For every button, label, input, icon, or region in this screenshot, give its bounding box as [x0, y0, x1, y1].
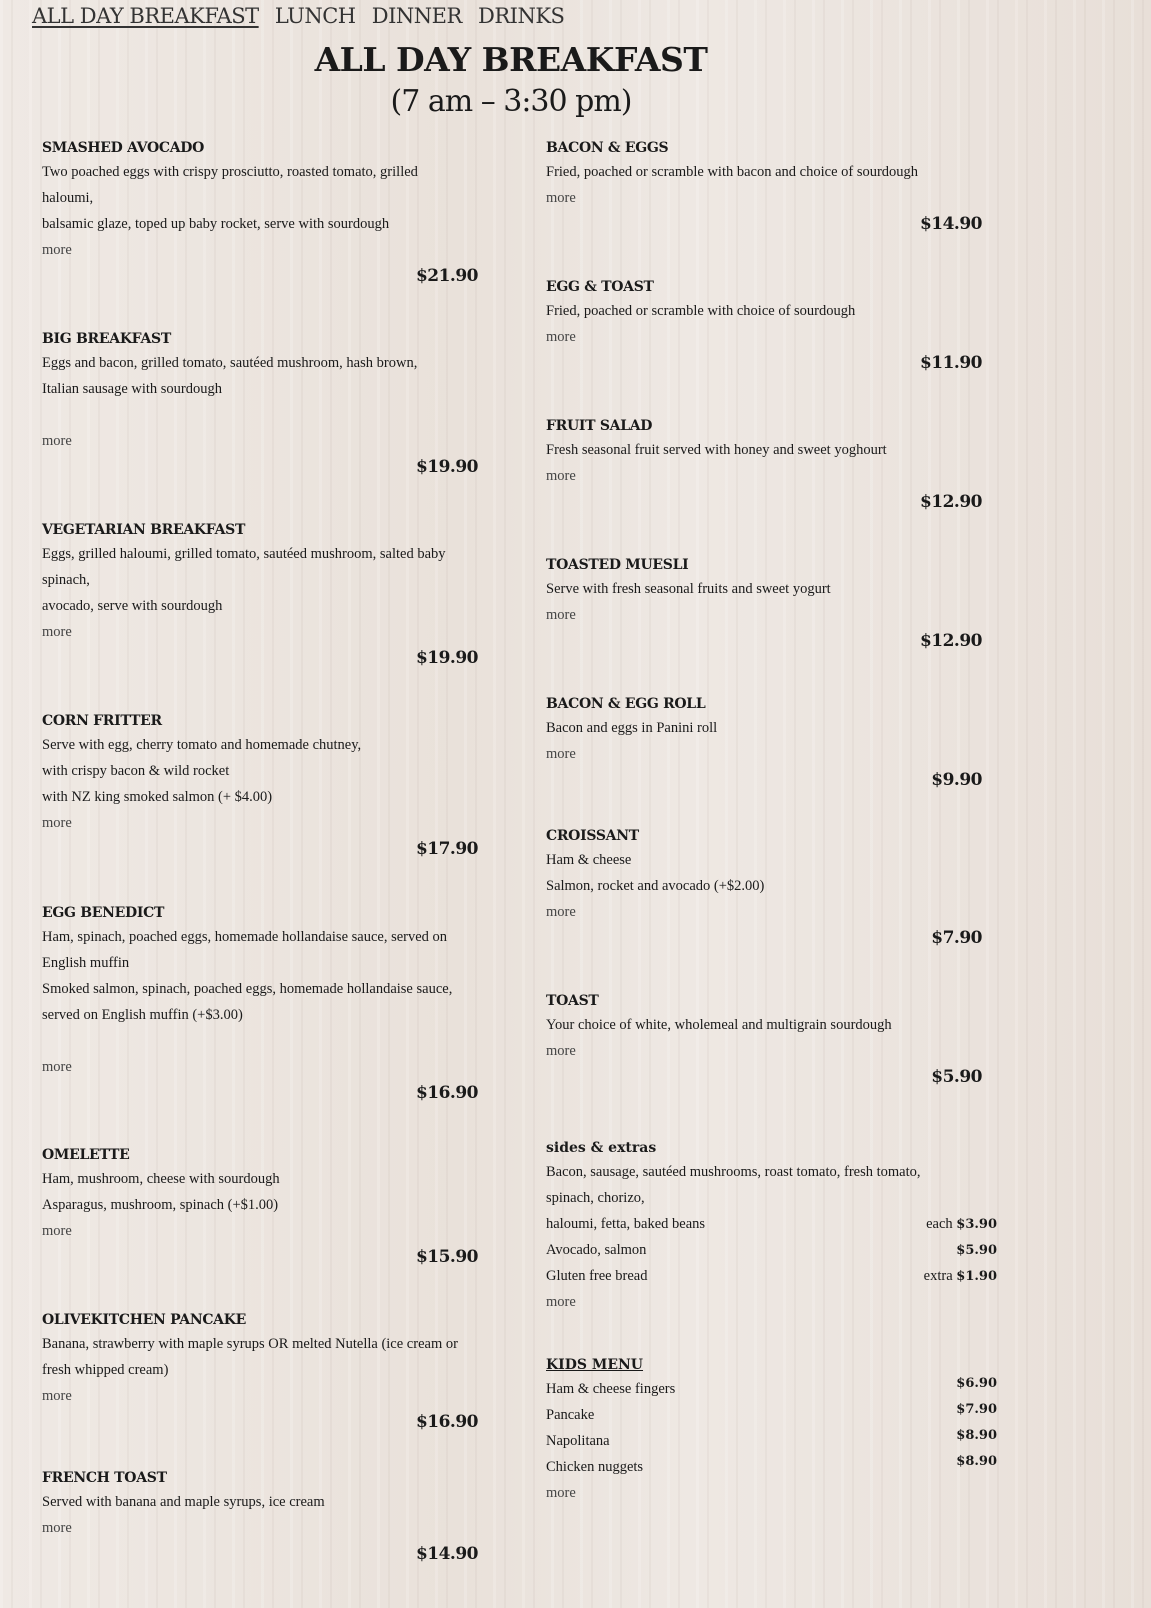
more-link[interactable]: more	[546, 904, 576, 920]
item-description: Two poached eggs with crispy prosciutto, roasted tomato, grilled	[42, 164, 418, 180]
kids-label: Chicken nuggets	[546, 1459, 644, 1475]
sides-line: Bacon, sausage, sautéed mushrooms, roast tomato, fresh tomato,	[546, 1164, 921, 1180]
nav-dinner[interactable]: DINNER	[371, 4, 462, 28]
item-description: English muffin	[42, 955, 130, 971]
page-title: ALL DAY BREAKFAST	[314, 40, 708, 79]
more-link[interactable]: more	[42, 1388, 72, 1404]
menu-item	[546, 554, 982, 654]
sides-price: $5.90	[956, 1243, 997, 1258]
item-price: $5.90	[931, 1067, 982, 1087]
kids-row	[546, 1402, 997, 1428]
item-description: Ham, mushroom, cheese with sourdough	[42, 1171, 280, 1187]
item-description: Fried, poached or scramble with bacon and choice of sourdough	[546, 164, 919, 180]
menu-item	[546, 990, 982, 1090]
item-description: balsamic glaze, toped up baby rocket, serve with sourdough	[42, 216, 390, 232]
item-description: Served with banana and maple syrups, ice cream	[42, 1494, 325, 1510]
opening-hours: (7 am – 3:30 pm)	[390, 84, 632, 119]
more-link[interactable]: more	[546, 468, 576, 484]
menu-item	[546, 415, 982, 515]
item-name: TOAST	[546, 993, 599, 1009]
item-name: FRUIT SALAD	[546, 418, 653, 434]
sides-section	[546, 1137, 997, 1315]
item-description: with NZ king smoked salmon (+ $4.00)	[42, 789, 273, 805]
item-description: Serve with fresh seasonal fruits and sweet yogurt	[546, 581, 831, 597]
item-name: EGG & TOAST	[546, 279, 654, 295]
more-link[interactable]: more	[546, 1294, 576, 1310]
item-description: Asparagus, mushroom, spinach (+$1.00)	[42, 1197, 279, 1213]
item-name: OLIVEKITCHEN PANCAKE	[42, 1312, 246, 1328]
item-name: BACON & EGGS	[546, 140, 669, 156]
more-link[interactable]: more	[546, 1485, 576, 1501]
more-link[interactable]: more	[546, 190, 576, 206]
sides-line: spinach, chorizo,	[546, 1190, 645, 1206]
kids-label: Ham & cheese fingers	[546, 1381, 676, 1397]
item-price: $12.90	[919, 492, 982, 512]
item-price: $19.90	[415, 648, 478, 668]
item-description: with crispy bacon & wild rocket	[42, 763, 230, 779]
sides-label: Avocado, salmon	[546, 1242, 647, 1258]
sides-row	[546, 1237, 997, 1263]
sides-price: $1.90	[956, 1269, 997, 1284]
menu-item	[546, 276, 982, 376]
kids-row	[546, 1376, 997, 1402]
item-description: Bacon and eggs in Panini roll	[546, 720, 718, 736]
item-description: Fried, poached or scramble with choice of sourdough	[546, 303, 856, 319]
kids-label: Pancake	[546, 1407, 595, 1423]
item-description: Banana, strawberry with maple syrups OR melted Nutella (ice cream or	[42, 1336, 458, 1352]
item-description: Serve with egg, cherry tomato and homemade chutney,	[42, 737, 362, 753]
menu-item	[42, 1309, 478, 1435]
kids-label: Napolitana	[546, 1433, 610, 1449]
price-prefix: each	[926, 1216, 957, 1232]
sides-row	[546, 1263, 997, 1289]
kids-row	[546, 1454, 997, 1480]
item-price: $21.90	[415, 266, 478, 286]
sides-label: Gluten free bread	[546, 1268, 648, 1284]
nav-lunch[interactable]: LUNCH	[274, 4, 356, 28]
more-link[interactable]: more	[42, 1059, 72, 1075]
item-name: FRENCH TOAST	[42, 1470, 167, 1486]
item-price: $9.90	[931, 770, 982, 790]
kids-price: $6.90	[956, 1376, 997, 1391]
item-price: $14.90	[415, 1544, 478, 1564]
item-price: $11.90	[919, 353, 982, 373]
more-link[interactable]: more	[546, 329, 576, 345]
more-link[interactable]: more	[546, 1043, 576, 1059]
kids-menu-title: KIDS MENU	[546, 1357, 644, 1373]
item-description: spinach,	[42, 572, 90, 588]
item-price: $7.90	[931, 928, 982, 948]
item-name: CROISSANT	[546, 828, 639, 844]
nav-drinks[interactable]: DRINKS	[478, 4, 565, 28]
menu-item	[42, 1467, 478, 1567]
sides-title: sides & extras	[546, 1140, 657, 1156]
menu-item	[42, 710, 478, 862]
price-prefix: extra	[923, 1268, 957, 1284]
more-link[interactable]: more	[546, 746, 576, 762]
more-link[interactable]: more	[42, 815, 72, 831]
menu-item	[42, 519, 478, 671]
kids-row	[546, 1428, 997, 1454]
item-description: Salmon, rocket and avocado (+$2.00)	[546, 878, 765, 894]
item-name: BIG BREAKFAST	[42, 331, 171, 347]
more-link[interactable]: more	[42, 242, 72, 258]
item-description: fresh whipped cream)	[42, 1362, 169, 1378]
item-price: $14.90	[919, 214, 982, 234]
item-description: Italian sausage with sourdough	[42, 381, 223, 397]
item-name: CORN FRITTER	[42, 713, 162, 729]
menu-item	[42, 137, 478, 289]
nav-all-day-breakfast[interactable]: ALL DAY BREAKFAST	[32, 4, 259, 28]
kids-menu-section	[546, 1354, 997, 1506]
menu-item	[42, 902, 478, 1106]
item-description: Ham, spinach, poached eggs, homemade hollandaise sauce, served on	[42, 929, 448, 945]
item-name: TOASTED MUESLI	[546, 557, 689, 573]
item-name: EGG BENEDICT	[42, 905, 165, 921]
item-description: Eggs, grilled haloumi, grilled tomato, sautéed mushroom, salted baby	[42, 546, 446, 562]
item-price: $17.90	[415, 839, 478, 859]
more-link[interactable]: more	[546, 607, 576, 623]
kids-price: $8.90	[956, 1454, 997, 1469]
item-description: Ham & cheese	[546, 852, 632, 868]
item-description: Smoked salmon, spinach, poached eggs, homemade hollandaise sauce,	[42, 981, 453, 997]
menu-item	[42, 1144, 478, 1270]
item-description: Your choice of white, wholemeal and multigrain sourdough	[546, 1017, 892, 1033]
item-price: $12.90	[919, 631, 982, 651]
menu-nav	[32, 4, 574, 28]
kids-price: $7.90	[956, 1402, 997, 1417]
more-link[interactable]: more	[42, 1520, 72, 1536]
item-price: $15.90	[415, 1247, 478, 1267]
sides-price: $3.90	[956, 1217, 997, 1232]
item-description: Fresh seasonal fruit served with honey and sweet yoghourt	[546, 442, 887, 458]
item-price: $16.90	[415, 1083, 478, 1103]
item-description	[42, 402, 478, 428]
item-description: Eggs and bacon, grilled tomato, sautéed mushroom, hash brown,	[42, 355, 418, 371]
more-link[interactable]: more	[42, 1223, 72, 1239]
item-name: OMELETTE	[42, 1147, 130, 1163]
menu-item	[546, 825, 982, 951]
item-price: $19.90	[415, 457, 478, 477]
item-description	[42, 1028, 478, 1054]
sides-row	[546, 1211, 997, 1237]
more-link[interactable]: more	[42, 624, 72, 640]
menu-item	[42, 328, 478, 480]
kids-price: $8.90	[956, 1428, 997, 1443]
menu-item	[546, 137, 982, 237]
item-name: SMASHED AVOCADO	[42, 140, 204, 156]
menu-item	[546, 693, 982, 793]
item-name: VEGETARIAN BREAKFAST	[42, 522, 246, 538]
item-description: avocado, serve with sourdough	[42, 598, 223, 614]
item-description: haloumi,	[42, 190, 94, 206]
sides-label: haloumi, fetta, baked beans	[546, 1216, 706, 1232]
more-link[interactable]: more	[42, 433, 72, 449]
item-description: served on English muffin (+$3.00)	[42, 1007, 243, 1023]
item-price: $16.90	[415, 1412, 478, 1432]
item-name: BACON & EGG ROLL	[546, 696, 706, 712]
